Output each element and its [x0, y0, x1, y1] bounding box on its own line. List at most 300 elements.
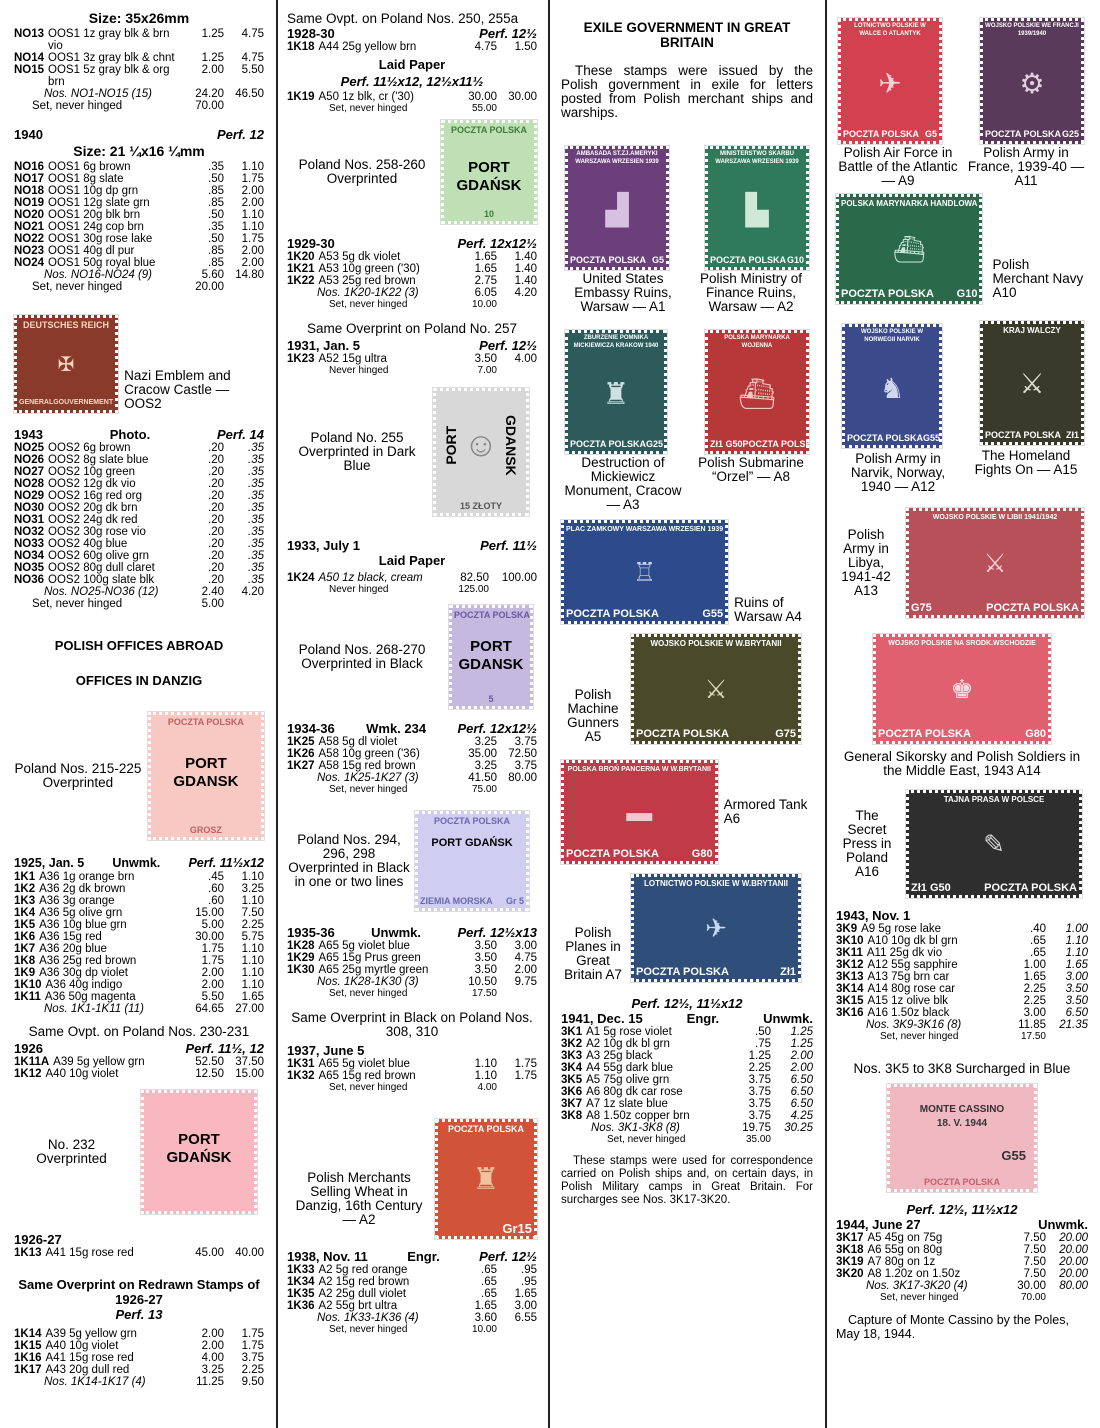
listing-v2: 3.75 [514, 760, 537, 772]
listing-d: OOS1 12g slate grn [48, 197, 150, 209]
listing-d: OOS1 5z gray blk & org brn [48, 64, 170, 88]
listing-row [14, 221, 264, 233]
issue-header: 1944, June 27 Unwmk. [836, 1217, 1088, 1232]
stamp-image: PORT ☺ GDANSK 15 ZŁOTY [433, 388, 529, 516]
never-hinged-row: Set, never hinged 10.00 [329, 299, 497, 310]
listing-n: 1K28 [287, 940, 315, 952]
listing-d: A2 25g dull violet [318, 1288, 407, 1300]
listing-d: A12 55g sapphire [867, 959, 958, 971]
overprint-note: Same Overprint in Black on Poland Nos. 308, 310 [291, 1010, 533, 1039]
listing-row [14, 919, 264, 931]
stamp-image: POCZTA POLSKA PORT GDANSK GROSZ [148, 712, 264, 840]
listing-v1: 15.00 [195, 907, 224, 919]
listing-n: 1K11A [14, 1056, 50, 1068]
listing-d: A36 50g magenta [44, 991, 136, 1003]
listing-d: A53 10g green ('30) [318, 263, 420, 275]
listing-v1: .65 [1030, 935, 1046, 947]
listing-v2: 1.10 [241, 871, 264, 883]
listing-d: A2 55g brt ultra [318, 1300, 398, 1312]
listing-v2: .35 [248, 514, 264, 526]
listing-v2: 5.50 [241, 64, 264, 76]
listing-v2: 2.00 [241, 197, 264, 209]
listing-v2: .35 [248, 466, 264, 478]
listing-d: OOS2 20g dk brn [48, 502, 138, 514]
listing-v1: .50 [208, 173, 224, 185]
listing-n: 1K7 [14, 943, 36, 955]
stamp-figure [561, 326, 685, 512]
listing-v1: 82.50 [460, 572, 489, 584]
tank-icon: ▬ [626, 796, 653, 827]
listing-row [14, 245, 264, 257]
listing-v1: .50 [755, 1026, 771, 1038]
listing-v1: 1.25 [201, 52, 224, 64]
listing-v1: 1.75 [201, 955, 224, 967]
listing-v2: 1.10 [1065, 947, 1088, 959]
listing-v1: .35 [208, 161, 224, 173]
listing-block [14, 28, 264, 88]
listing-v1: 7.50 [1023, 1244, 1046, 1256]
listing-v2: 1.75 [514, 1070, 537, 1082]
listing-n: 1K19 [287, 91, 315, 103]
listing-d: A40 10g violet [45, 1340, 119, 1352]
stamp-figure [836, 194, 1088, 304]
listing-v1: .85 [208, 257, 224, 269]
size-heading: Size: 35x26mm [88, 10, 190, 26]
listing-n: 1K32 [287, 1070, 315, 1082]
listing-v2: 2.00 [514, 964, 537, 976]
listing-v2: .95 [521, 1276, 537, 1288]
listing-v1: 2.00 [201, 64, 224, 76]
listing-n: 1K10 [14, 979, 42, 991]
listing-n: 1K36 [287, 1300, 315, 1312]
issue-header: 1938, Nov. 11 Engr. Perf. 12½ [287, 1249, 537, 1264]
listing-v1: .35 [208, 221, 224, 233]
listing-row [14, 895, 264, 907]
listing-d: A43 20g dull red [45, 1364, 130, 1376]
listing-d: A65 25g myrtle green [318, 964, 429, 976]
stamp-caption: Poland Nos. 268-270 Overprinted in Black [298, 642, 426, 671]
listing-d: A53 25g red brown [318, 275, 416, 287]
listing-n: 1K24 [287, 572, 315, 584]
listing-v2: 15.00 [235, 1068, 264, 1080]
listing-row [287, 263, 537, 275]
listing-d: OOS2 80g dull claret [48, 562, 155, 574]
listing-n: 1K22 [287, 275, 315, 287]
listing-v1: .40 [1030, 923, 1046, 935]
listing-block [287, 41, 537, 53]
listing-row [14, 1352, 264, 1364]
listing-d: OOS1 10g dp grn [48, 185, 139, 197]
issue-header: 1931, Jan. 5 Perf. 12½ [287, 338, 537, 353]
listing-n: 1K30 [287, 964, 315, 976]
listing-n: 1K35 [287, 1288, 315, 1300]
listing-v2: 2.00 [790, 1050, 813, 1062]
listing-block [287, 940, 537, 976]
listing-n: 3K11 [836, 947, 863, 959]
listing-d: A6 55g on 80g [867, 1244, 943, 1256]
listing-v1: .65 [481, 1264, 497, 1276]
perf-heading: Perf. 12½, 11½x12 [906, 1202, 1018, 1217]
listing-v2: 4.25 [790, 1110, 813, 1122]
listing-v2: 1.40 [514, 263, 537, 275]
listing-row [14, 209, 264, 221]
listing-n: 1K34 [287, 1276, 315, 1288]
listing-v1: .85 [208, 245, 224, 257]
soldiers-icon: ⚔ [704, 673, 728, 704]
stamp-caption: Polish Merchant Navy A10 [992, 257, 1084, 300]
stamp-image: WOJSKO POLSKIE W LIBII 1941/1942 ⚔ G75 POCZTA POLSKA [906, 508, 1084, 618]
listing-d: A7 1z slate blue [586, 1098, 668, 1110]
listing-n: 3K18 [836, 1244, 864, 1256]
stamp-figure [287, 120, 537, 224]
listing-v2: 2.00 [241, 257, 264, 269]
column-divider [548, 0, 550, 1428]
listing-n: NO17 [14, 173, 45, 185]
listing-row [836, 1268, 1088, 1280]
listing-d: A3 25g black [586, 1050, 653, 1062]
listing-v2: 1.65 [241, 991, 264, 1003]
stamp-figure [561, 520, 813, 624]
listing-n: 3K7 [561, 1098, 583, 1110]
listing-n: 3K14 [836, 983, 864, 995]
listing-row [561, 1110, 813, 1122]
listing-v2: 4.75 [241, 52, 264, 64]
issue-header: 1935-36 Unwmk. Perf. 12½x13 [287, 925, 537, 940]
stamp-figure [14, 315, 264, 413]
listing-v2: 1.75 [514, 1058, 537, 1070]
listing-d: A39 5g yellow grn [53, 1056, 145, 1068]
surcharge-note: Nos. 3K5 to 3K8 Surcharged in Blue [853, 1061, 1071, 1076]
stamp-image: LOTNICTWO POLSKIE W WALCE O ATLANTYK ✈ POCZTA POLSKA G5 [838, 18, 942, 144]
listing-row [14, 185, 264, 197]
soldier-icon: ♞ [879, 372, 905, 404]
stamp-image: MONTE CASSINO 18. V. 1944 G55 POCZTA POLSKA [887, 1084, 1037, 1192]
listing-block [287, 1264, 537, 1312]
total-row: Nos. 1K28-1K30 (3) 10.50 9.75 [317, 976, 537, 988]
listing-d: A36 30g dp violet [39, 967, 128, 979]
total-row: Nos. 1K33-1K36 (4) 3.60 6.55 [317, 1312, 537, 1324]
listing-d: A58 15g red brown [318, 760, 416, 772]
listing-block [14, 1247, 264, 1259]
submarine-icon: ⛴ [737, 377, 777, 411]
listing-v1: 7.50 [1023, 1268, 1046, 1280]
stamp-figure [287, 811, 537, 911]
listing-n: NO21 [14, 221, 45, 233]
listing-v2: 4.75 [514, 952, 537, 964]
eagle-icon: ✠ [57, 353, 75, 376]
listing-v1: 52.50 [195, 1056, 224, 1068]
listing-n: 3K1 [561, 1026, 583, 1038]
listing-v1: 4.00 [201, 1352, 224, 1364]
column-1 [14, 0, 264, 1428]
listing-row [14, 502, 264, 514]
listing-v2: 1.10 [241, 979, 264, 991]
listing-v2: 1.10 [241, 221, 264, 233]
listing-v2: 3.25 [241, 883, 264, 895]
stamp-row [561, 326, 819, 512]
stamp-caption: The Homeland Fights On — A15 [974, 448, 1078, 477]
listing-n: 1K9 [14, 967, 36, 979]
listing-n: NO36 [14, 574, 45, 586]
ruins-icon: ▙ [745, 193, 769, 227]
listing-d: OOS1 20g blk brn [48, 209, 141, 221]
listing-row [14, 1328, 264, 1340]
listing-v1: .20 [208, 490, 224, 502]
listing-n: 3K6 [561, 1086, 583, 1098]
listing-d: OOS1 3z gray blk & chnt [48, 52, 175, 64]
never-hinged-row: Set, never hinged 75.00 [329, 784, 497, 795]
listing-n: 1K27 [287, 760, 315, 772]
listing-v2: .35 [248, 478, 264, 490]
stamp-image: WOJSKO POLSKIE NA SRODK.WSCHODZIE ♚ POCZTA POLSKA G80 [873, 634, 1051, 744]
listing-v2: .35 [248, 538, 264, 550]
listing-n: NO27 [14, 466, 45, 478]
listing-d: A36 40g indigo [45, 979, 123, 991]
listing-row [14, 931, 264, 943]
listing-row [836, 1007, 1088, 1019]
listing-block [287, 91, 537, 103]
listing-row [14, 562, 264, 574]
never-hinged-row: Set, never hinged 4.00 [329, 1082, 497, 1093]
never-hinged-row: Set, never hinged 5.00 [32, 598, 224, 610]
listing-d: A65 5g violet blue [318, 940, 410, 952]
listing-v1: 2.25 [1023, 983, 1046, 995]
listing-row [14, 979, 264, 991]
listing-row [14, 943, 264, 955]
listing-d: OOS1 1z gray blk & brn vio [48, 28, 170, 52]
listing-d: A4 55g dark blue [586, 1062, 674, 1074]
listing-n: NO13 [14, 28, 45, 40]
listing-d: A14 80g rose car [867, 983, 956, 995]
listing-row [287, 1070, 537, 1082]
listing-v2: 1.10 [241, 209, 264, 221]
listing-n: 3K13 [836, 971, 864, 983]
issue-header: 1926 Perf. 11½, 12 [14, 1041, 264, 1056]
listing-v1: .50 [208, 209, 224, 221]
listing-block [14, 1328, 264, 1376]
listing-row [287, 91, 537, 103]
stamp-image: POLSKA MARYNARKA HANDLOWA ⛴ POCZTA POLSKA G10 [836, 194, 982, 304]
stamp-row [836, 14, 1088, 188]
listing-row [836, 1256, 1088, 1268]
listing-v1: .20 [208, 454, 224, 466]
listing-d: A16 1.50z black [867, 1007, 950, 1019]
overprint-note: Same Ovpt. on Poland Nos. 230-231 [28, 1024, 250, 1039]
issue-header: 1933, July 1 Perf. 11½ [287, 538, 537, 553]
listing-v1: 1.10 [474, 1070, 497, 1082]
listing-v1: .20 [208, 478, 224, 490]
listing-v2: 1.40 [514, 275, 537, 287]
listing-row [287, 964, 537, 976]
listing-v1: 2.25 [748, 1062, 771, 1074]
listing-d: A2 5g red orange [318, 1264, 408, 1276]
listing-v2: 4.75 [241, 28, 264, 40]
listing-v1: 3.75 [748, 1074, 771, 1086]
listing-v2: 7.50 [241, 907, 264, 919]
listing-v2: 37.50 [235, 1056, 264, 1068]
listing-n: 1K25 [287, 736, 315, 748]
stamp-caption: Polish Ministry of Finance Ruins, Warsaw — A2 [699, 271, 803, 314]
column-3 [561, 0, 819, 1428]
listing-row [836, 935, 1088, 947]
stamp-image: POCZTA POLSKA ♜ Gr15 [435, 1119, 537, 1239]
total-row: Nos. 1K20-1K22 (3) 6.05 4.20 [317, 287, 537, 299]
listing-v1: 3.25 [201, 1364, 224, 1376]
listing-d: A36 20g blue [39, 943, 107, 955]
listing-v2: 3.75 [241, 1352, 264, 1364]
listing-v2: .35 [248, 490, 264, 502]
listing-row [14, 538, 264, 550]
listing-v2: 1.10 [241, 161, 264, 173]
listing-v2: 1.75 [241, 1328, 264, 1340]
listing-v1: 3.75 [748, 1110, 771, 1122]
listing-v1: 2.00 [201, 1340, 224, 1352]
stamp-figure [836, 790, 1088, 898]
plane-icon: ✈ [878, 67, 902, 99]
press-icon: ✎ [983, 828, 1005, 859]
tank-icon: ⚙ [1019, 67, 1045, 99]
listing-v2: 3.50 [1065, 995, 1088, 1007]
listing-v2: 20.00 [1059, 1232, 1088, 1244]
listing-d: A36 15g red [39, 931, 102, 943]
listing-row [14, 1056, 264, 1068]
listing-d: OOS2 6g brown [48, 442, 131, 454]
listing-v1: .65 [1030, 947, 1046, 959]
stamp-row [836, 320, 1088, 494]
listing-d: A50 1z black, cream [318, 572, 423, 584]
listing-n: 3K16 [836, 1007, 864, 1019]
stamp-image: POCZTA POLSKA PORT GDAŃSK 10 [441, 120, 537, 224]
stamp-caption: United States Embassy Ruins, Warsaw — A1 [574, 271, 672, 314]
stamp-figure [14, 712, 264, 840]
listing-v1: .85 [208, 197, 224, 209]
issue-header: 1943 Photo. Perf. 14 [14, 427, 264, 442]
never-hinged-row: Set, never hinged 70.00 [32, 100, 224, 112]
stamp-figure [964, 14, 1088, 188]
listing-row [287, 1300, 537, 1312]
listing-v2: .35 [248, 442, 264, 454]
total-row: Nos. 1K14-1K17 (4) 11.25 9.50 [44, 1376, 264, 1388]
listing-v2: 100.00 [501, 572, 537, 584]
listing-d: A36 25g red brown [39, 955, 137, 967]
listing-v2: 6.50 [790, 1074, 813, 1086]
stamp-figure [836, 320, 960, 494]
listing-n: NO35 [14, 562, 45, 574]
listing-d: A13 75g brn car [867, 971, 950, 983]
stamp-caption: Polish Army in Libya, 1941-42 A13 [841, 527, 891, 598]
column-divider [825, 0, 827, 1428]
total-row: Nos. NO25-NO36 (12) 2.40 4.20 [44, 586, 264, 598]
stamp-caption: Polish Merchants Selling Wheat in Danzig, 16th Century — A2 [295, 1170, 423, 1227]
listing-v1: 12.50 [195, 1068, 224, 1080]
listing-n: 1K14 [14, 1328, 42, 1340]
listing-row [287, 760, 537, 772]
listing-n: NO33 [14, 538, 45, 550]
listing-v2: 1.50 [514, 41, 537, 53]
listing-n: NO31 [14, 514, 45, 526]
listing-v1: 3.00 [1023, 1007, 1046, 1019]
listing-v2: 3.00 [514, 940, 537, 952]
column-divider [276, 0, 278, 1428]
listing-d: OOS2 12g dk vio [48, 478, 136, 490]
listing-v2: 20.00 [1059, 1256, 1088, 1268]
stamp-image: PLAC ZAMKOWY WARSZAWA WRZESIEN 1939 ♖ POCZTA POLSKA G55 [561, 520, 728, 624]
stamp-caption: No. 232 Overprinted [36, 1137, 107, 1166]
listing-n: 3K4 [561, 1062, 583, 1074]
listing-d: A39 5g yellow grn [45, 1328, 137, 1340]
listing-v1: 5.50 [201, 991, 224, 1003]
listing-n: 1K16 [14, 1352, 42, 1364]
listing-v1: 35.00 [468, 748, 497, 760]
listing-row [14, 871, 264, 883]
stamp-caption: Polish Machine Gunners A5 [567, 687, 619, 744]
listing-n: 1K1 [14, 871, 36, 883]
listing-v2: 3.50 [1065, 983, 1088, 995]
stamp-figure [836, 14, 960, 188]
general-icon: ♚ [950, 673, 974, 704]
listing-d: A41 15g rose red [45, 1247, 134, 1259]
listing-d: A50 1z blk, cr ('30) [318, 91, 415, 103]
stamp-image: TAJNA PRASA W POLSCE ✎ Zł1 G50 POCZTA POLSKA [906, 790, 1082, 898]
listing-n: 1K6 [14, 931, 36, 943]
listing-n: NO29 [14, 490, 45, 502]
listing-d: A65 15g Prus green [318, 952, 421, 964]
listing-d: OOS2 100g slate blk [48, 574, 155, 586]
listing-row [561, 1050, 813, 1062]
listing-row [561, 1038, 813, 1050]
stamp-caption: Poland No. 255 Overprinted in Dark Blue [298, 430, 416, 473]
listing-row [14, 197, 264, 209]
listing-v1: 3.50 [474, 964, 497, 976]
listing-d: A58 5g dl violet [318, 736, 398, 748]
total-row: Nos. NO16-NO24 (9) 5.60 14.80 [44, 269, 264, 281]
listing-n: 1K21 [287, 263, 315, 275]
listing-v2: 72.50 [508, 748, 537, 760]
listing-v2: .35 [248, 550, 264, 562]
listing-n: NO14 [14, 52, 45, 64]
issue-header: 1928-30 Perf. 12½ [287, 26, 537, 41]
listing-v1: .20 [208, 526, 224, 538]
listing-row [287, 952, 537, 964]
stamp-figure [287, 388, 537, 516]
listing-row [14, 574, 264, 586]
listing-block [14, 442, 264, 586]
listing-row [14, 466, 264, 478]
listing-d: A9 5g rose lake [861, 923, 942, 935]
listing-v1: 3.75 [748, 1086, 771, 1098]
stamp-row [561, 142, 813, 314]
listing-v2: 2.00 [790, 1062, 813, 1074]
listing-row [561, 1086, 813, 1098]
listing-row [287, 940, 537, 952]
listing-v2: .35 [248, 502, 264, 514]
listing-n: 3K20 [836, 1268, 864, 1280]
listing-v1: .65 [481, 1288, 497, 1300]
listing-d: OOS2 10g green [48, 466, 135, 478]
listing-n: 1K5 [14, 919, 36, 931]
stamp-caption: Nazi Emblem and Cracow Castle — OOS2 [124, 368, 231, 411]
listing-row [836, 995, 1088, 1007]
listing-n: NO19 [14, 197, 45, 209]
listing-v1: .75 [755, 1038, 771, 1050]
stamp-figure [287, 1119, 537, 1239]
listing-block [287, 251, 537, 287]
listing-v1: 5.00 [201, 919, 224, 931]
listing-row [14, 514, 264, 526]
merchant-icon: ♜ [472, 1162, 500, 1196]
listing-v2: 6.50 [790, 1086, 813, 1098]
monument-icon: ♜ [602, 377, 630, 411]
